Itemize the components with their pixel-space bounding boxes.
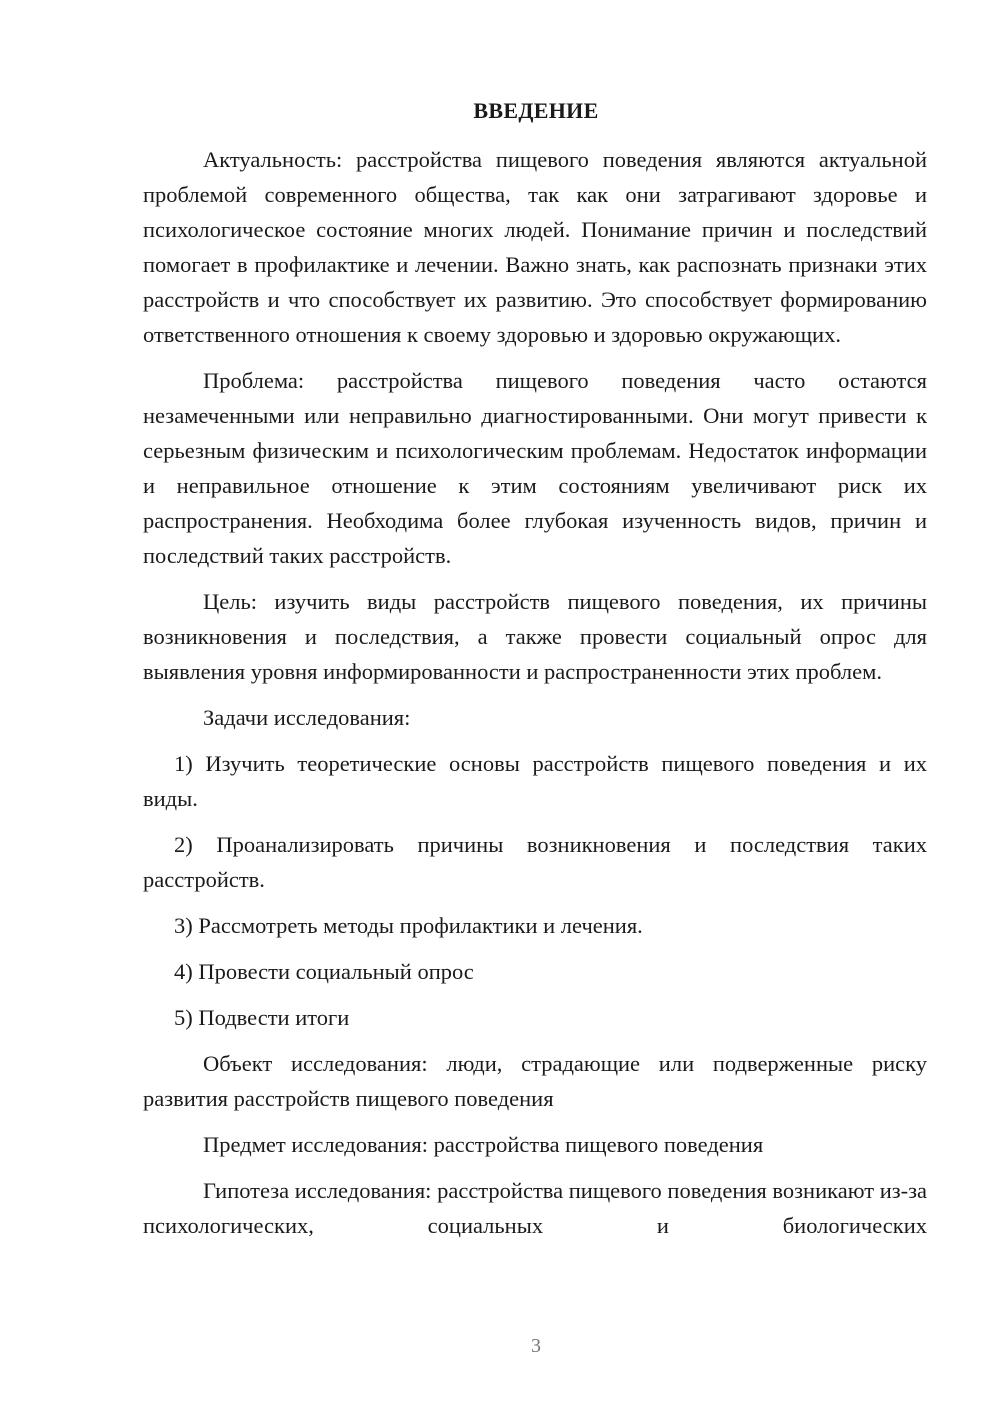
subject-paragraph: Предмет исследования: расстройства пищевого поведения xyxy=(203,1132,764,1157)
relevance-paragraph: Актуальность: расстройства пищевого поведения являются актуальной проблемой современного общества, так как они затрагивают здоровье и психологическое состояние многих людей. Понимание причин и последствий помогает в профилактике и лечении. Важно знать, как распознать признаки этих расстройств и что способствует их развитию. Это способствует формированию ответственного отношения к своему здоровью и здоровью окружающих. xyxy=(143,147,927,347)
hypothesis-paragraph: Гипотеза исследования: расстройства пищевого поведения возникают из-за психологических, социальных и биологических xyxy=(143,1178,927,1238)
page-number: 3 xyxy=(531,1335,541,1357)
task-item-4: 4) Провести социальный опрос xyxy=(174,959,474,984)
task-item-5: 5) Подвести итоги xyxy=(174,1005,350,1030)
problem-paragraph: Проблема: расстройства пищевого поведения часто остаются незамеченными или неправильно диагностированными. Они могут привести к серьезным физическим и психологическим проблемам. Недостаток информации и неправильное отношение к этим состояниям увеличивают риск их распространения. Необходима более глубокая изученность видов, причин и последствий таких расстройств. xyxy=(143,368,927,568)
task-item-3: 3) Рассмотреть методы профилактики и лечения. xyxy=(174,913,643,938)
document-body xyxy=(143,142,927,1254)
task-item-1: 1) Изучить теоретические основы расстройств пищевого поведения и их виды. xyxy=(143,751,927,811)
tasks-heading: Задачи исследования: xyxy=(203,705,411,730)
page-title: ВВЕДЕНИЕ xyxy=(473,98,599,123)
goal-paragraph: Цель: изучить виды расстройств пищевого поведения, их причины возникновения и последствия, а также провести социальный опрос для выявления уровня информированности и распространенности этих проблем. xyxy=(143,589,927,684)
object-paragraph: Объект исследования: люди, страдающие или подверженные риску развития расстройств пищевого поведения xyxy=(143,1051,927,1111)
task-item-2: 2) Проанализировать причины возникновения и последствия таких расстройств. xyxy=(143,832,927,892)
